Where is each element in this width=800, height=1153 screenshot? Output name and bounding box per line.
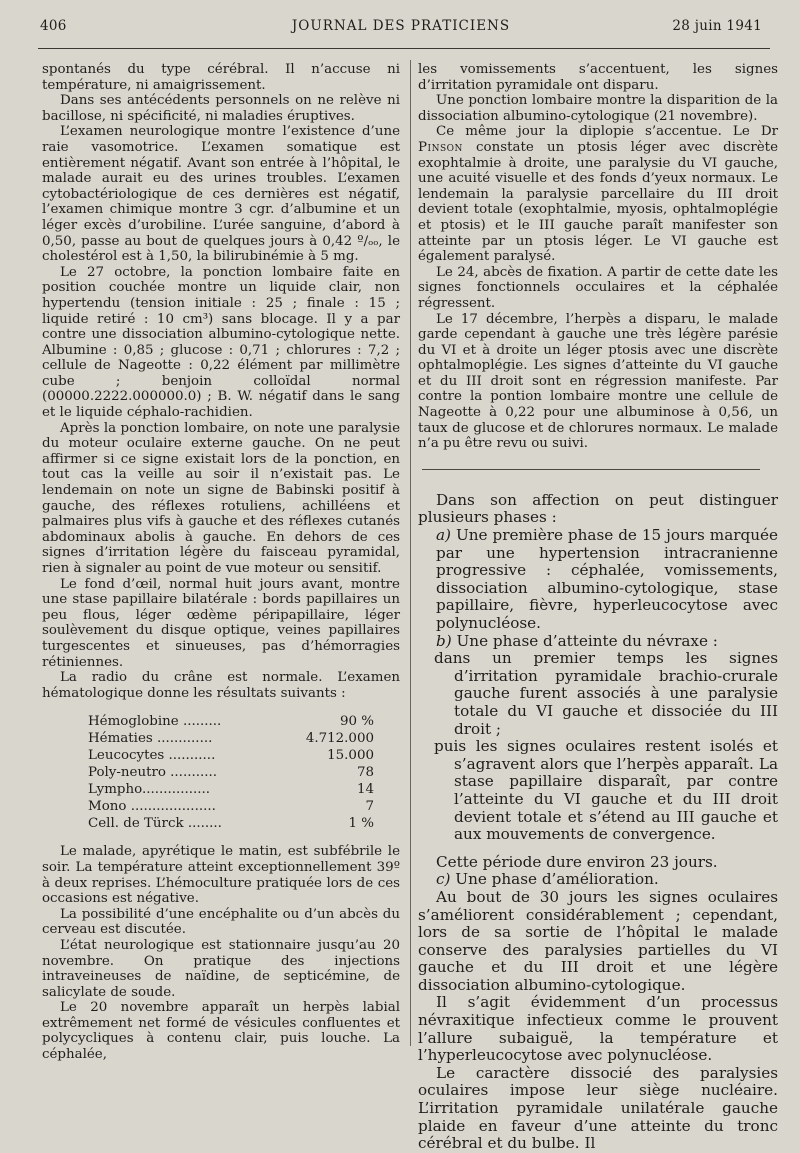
row-value: 78: [356, 765, 374, 781]
item-text: Une première phase de 15 jours marquée par une hypertension intracranienne progressive : céphalée, vomissements, dissociation albumino-cytologique, stase papillaire, fièvre, hyperleucocytose avec polynucléose.: [436, 526, 778, 632]
column-divider: [410, 60, 411, 1046]
paragraph: La radio du crâne est normale. L’examen hématologique donne les résultats suivants :: [42, 670, 400, 701]
right-column: [418, 62, 778, 1153]
table-row: [88, 764, 374, 781]
issue-date: 28 juin 1941: [672, 18, 762, 34]
table-row: [88, 730, 374, 747]
paragraph: [418, 124, 778, 264]
paragraph: Au bout de 30 jours les signes oculaires s’améliorent considérablement ; cependant, lors de sa sortie de l’hôpital le malade conserve des paralysies partielles du VI gauche et du III droit et une légère dissociation albumino-cytologique.: [418, 887, 778, 994]
table-row: [88, 815, 374, 832]
text-run: Ce même jour la diplopie s’accentue. Le Dr: [436, 124, 778, 140]
author-name: Pinson: [418, 139, 463, 155]
row-label: Poly-neutro ...........: [88, 765, 217, 781]
paragraph: Dans ses antécédents personnels on ne relève ni bacillose, ni spécificité, ni maladies éruptives.: [42, 93, 400, 124]
phase-b-step: dans un premier temps les signes d’irritation pyramidale brachio-crurale gauche furent associés à une paralysie totale du VI gauche et dissociée du III droit ;: [434, 649, 778, 738]
phase-a: [418, 527, 778, 633]
discussion-section: [418, 492, 778, 1153]
paragraph: Le 24, abcès de fixation. A partir de cette date les signes fonctionnels occulaires et la céphalée régressent.: [418, 264, 778, 311]
header-rule: [38, 48, 770, 49]
paragraph: Cette période dure environ 23 jours.: [436, 852, 718, 871]
paragraph: Le caractère dissocié des paralysies oculaires impose leur siège nucléaire. L’irritation pyramidale unilatérale gauche plaide en faveur d’une atteinte du tronc cérébral et du bulbe. Il: [418, 1063, 778, 1153]
row-label: Cell. de Türck ........: [88, 816, 222, 832]
row-label: Mono ....................: [88, 799, 216, 815]
blood-results-table: [88, 713, 374, 832]
paragraph: La possibilité d’une encéphalite ou d’un abcès du cerveau est discutée.: [42, 906, 400, 938]
paragraph: les vomissements s’accentuent, les signes d’irritation pyramidale ont disparu.: [418, 62, 778, 93]
row-value: 15.000: [327, 748, 374, 764]
row-label: Lympho................: [88, 782, 211, 798]
paragraph: Le fond d’œil, normal huit jours avant, montre une stase papillaire bilatérale : bords papillaires un peu flous, léger œdème péripapillaire, léger soulèvement du disque optique, veines papillaires turgescentes et sinueuses, pas d’hémorragies rétiniennes.: [42, 576, 400, 670]
row-value: 4.712.000: [305, 731, 374, 747]
paragraph: Le 27 octobre, la ponction lombaire faite en position couchée montre un liquide clair, non hypertendu (tension initiale : 25 ; finale : 15 ; liquide retiré : 10 cm³) sans blocage. Il y a par contre une dissociation albumino-cytologique nette. Albumine : 0,85 ; glucose : 0,71 ; chlorures : 7,2 ; cellule de Nageotte : 0,22 élément par millimètre cube ; benjoin colloïdal normal (00000.2222.000000.0) ; B. W. négatif dans le sang et le liquide céphalo-rachidien.: [42, 264, 400, 421]
phase-b-step: puis les signes oculaires restent isolés et s’agravent alors que l’herpès apparaît. La stase papillaire disparaît, par contre l’atteinte du VI gauche et du III droit devient totale et s’étend au III gauche et aux mouvements de convergence.: [434, 737, 778, 844]
paragraph: Après la ponction lombaire, on note une paralysie du moteur oculaire externe gauche. On ne peut affirmer si ce signe existait lors de la ponction, en tout cas la veille au soir il n’existait pas. Le lendemain on note un signe de Babinski positif à gauche, des réflexes rotuliens, achilléens et palmaires plus vifs à gauche et des réflexes cutanés abdominaux abolis à gauche. En dehors de ces signes d’irritation légère du faisceau pyramidal, rien à signaler au point de vue moteur ou sensitif.: [42, 420, 400, 576]
row-label: Hématies .............: [88, 731, 213, 747]
table-row: [88, 781, 374, 798]
paragraph: Le malade, apyrétique le matin, est subfébrile le soir. La température atteint exceptionnellement 39º à deux reprises. L’hémoculture pratiquée lors de ces occasions est négative.: [42, 844, 400, 907]
journal-title: JOURNAL DES PRATICIENS: [291, 18, 511, 34]
paragraph: Il s’agit évidemment d’un processus névraxitique infectieux comme le prouvent l’allure subaiguë, la température et l’hyperleucocytose avec polynucléose.: [418, 993, 778, 1065]
item-text: Une phase d’amélioration.: [450, 870, 659, 889]
paragraph: Le 20 novembre apparaît un herpès labial extrêmement net formé de vésicules confluentes et polycycliques à contenu clair, puis louche. La céphalée,: [42, 1000, 400, 1063]
paragraph: Dans son affection on peut distinguer plusieurs phases :: [418, 490, 778, 527]
phase-c: [418, 871, 778, 889]
paragraph: L’examen neurologique montre l’existence d’une raie vasomotrice. L’examen somatique est entièrement négatif. Avant son entrée à l’hôpital, le malade aurait eu des urines troubles. L’examen cytobactériologique de ces dernières est négatif, l’examen chimique montre 3 cgr. d’albumine et un léger excès d’urobiline. L’urée sanguine, d’abord à 0,50, passe au bout de quelques jours à 0,42 º/ₒₒ, le cholestérol est à 1,50, la bilirubinémie à 5 mg.: [42, 124, 400, 265]
item-text: Une phase d’atteinte du névraxe :: [451, 631, 718, 650]
row-value: 1 %: [348, 816, 374, 832]
item-letter: c): [436, 870, 451, 889]
page-number: 406: [40, 18, 67, 34]
item-letter: b): [436, 631, 452, 650]
row-label: Hémoglobine .........: [88, 714, 222, 730]
table-row: [88, 713, 374, 730]
row-label: Leucocytes ...........: [88, 748, 216, 764]
text-run: constate un ptosis léger avec discrète exophtalmie à droite, une paralysie du VI gauche, une acuité visuelle et des fonds d’yeux normaux. Le lendemain la paralysie parcellaire du III droit devient totale (exophtalmie, myosis, ophtalmoplégie et ptosis) et le III gauche paraît manifester son atteinte par un ptosis léger. Le VI gauche est également paralysé.: [418, 139, 778, 265]
left-column: [42, 62, 400, 1063]
row-value: 14: [356, 782, 374, 798]
row-value: 7: [365, 799, 374, 815]
table-row: [88, 798, 374, 815]
paragraph: L’état neurologique est stationnaire jusqu’au 20 novembre. On pratique des injections intraveineuses de naïdine, de septicémine, de salicylate de soude.: [42, 937, 400, 1000]
paragraph: Le 17 décembre, l’herpès a disparu, le malade garde cependant à gauche une très légère parésie du VI et à droite un léger ptosis avec une discrète ophtalmoplégie. Les signes d’atteinte du VI gauche et du III droit sont en régression manifeste. Par contre la pontion lombaire montre une cellule de Nageotte à 0,22 pour une albuminose à 0,56, un taux de glucose et de chlorures normaux. Le malade n’a pu être revu ou suivi.: [418, 311, 778, 452]
paragraph: Une ponction lombaire montre la disparition de la dissociation albumino-cytologique (21 novembre).: [418, 93, 778, 124]
phase-b: [418, 633, 778, 651]
paragraph: spontanés du type cérébral. Il n’accuse ni température, ni amaigrissement.: [42, 62, 400, 93]
item-letter: a): [436, 526, 451, 545]
section-rule: [422, 469, 760, 470]
row-value: 90 %: [339, 714, 374, 730]
running-header: [40, 18, 762, 40]
table-row: [88, 747, 374, 764]
